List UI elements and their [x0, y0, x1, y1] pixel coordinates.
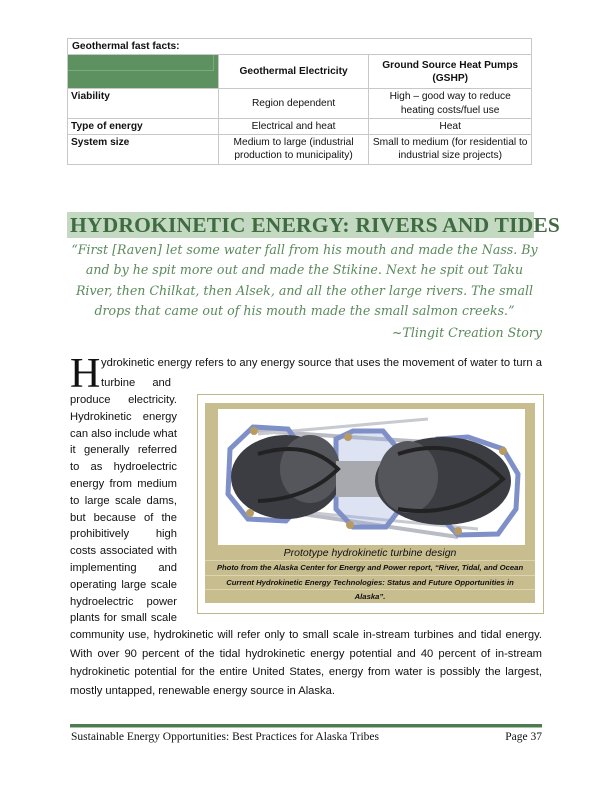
- geothermal-facts-table: [67, 38, 532, 165]
- table-header-row: [68, 55, 532, 89]
- header-gshp: Ground Source Heat Pumps (GSHP): [369, 55, 532, 89]
- body-word: and: [152, 377, 171, 389]
- body-line-1: ydrokinetic energy refers to any energy source that uses the movement of water to turn a: [101, 357, 542, 369]
- header-geothermal-electricity: Geothermal Electricity: [218, 55, 369, 89]
- cell-gshp: High – good way to reduce heating costs/fuel use: [369, 89, 532, 119]
- section-heading: [67, 212, 561, 238]
- body-line: produce electricity.: [70, 394, 177, 406]
- drop-cap: H: [70, 351, 101, 397]
- table-row: [68, 89, 532, 119]
- body-line: prohibitively high: [70, 528, 177, 541]
- figure-panel: [205, 403, 535, 603]
- section-heading-text: HYDROKINETIC ENERGY: RIVERS AND TIDES: [70, 213, 561, 237]
- turbine-image: [218, 409, 525, 545]
- caption-line: Current Hydrokinetic Energy Technologies: Status and Future Opportunities in: [205, 576, 535, 591]
- caption-credit: [205, 561, 535, 604]
- cell-gshp: Heat: [369, 118, 532, 134]
- body-line: hydroelectric power: [70, 595, 177, 608]
- body-line: to as hydroelectric: [70, 461, 177, 474]
- epigraph-quote: “First [Raven] let some water fall from his mouth and made the Nass. By and by he spit more out and made the Stikine. Next he spit out Taku River, then Chilkat, then Alsek, and all the other large rivers. The small drops that came out of his mouth made the small salmon creeks.”: [71, 242, 538, 318]
- cell-electricity: Region dependent: [218, 89, 369, 119]
- body-line: to large scale dams,: [70, 494, 177, 507]
- body-line: implementing and: [70, 561, 177, 574]
- body-line-2: [101, 376, 171, 390]
- body-line: energy from medium: [70, 477, 177, 490]
- figure-caption: [205, 546, 535, 604]
- caption-line: Alaska”.: [354, 592, 386, 601]
- body-line: costs associated with: [70, 545, 177, 558]
- body-line: it generally referred: [70, 444, 177, 457]
- table-row: [68, 118, 532, 134]
- row-label: Viability: [68, 89, 219, 119]
- body-line: but because of the: [70, 511, 177, 524]
- body-line: can also include what: [70, 427, 177, 440]
- caption-line: Photo from the Alaska Center for Energy and Power report, “River, Tidal, and Ocean: [205, 561, 535, 576]
- row-label: System size: [68, 135, 219, 165]
- caption-title: Prototype hydrokinetic turbine design: [205, 546, 535, 561]
- body-line: plants for small scale: [70, 612, 177, 625]
- figure-frame: [197, 394, 544, 614]
- body-line: operating large scale: [70, 578, 177, 591]
- cell-gshp: Small to medium (for residential to industrial size projects): [369, 135, 532, 165]
- body-word: turbine: [101, 377, 136, 389]
- footer-title: Sustainable Energy Opportunities: Best Practices for Alaska Tribes: [71, 731, 380, 743]
- footer-divider: [70, 724, 542, 728]
- header-blank-cell: [68, 55, 219, 89]
- body-line: mostly untapped, renewable energy source in Alaska.: [70, 685, 335, 698]
- body-line: hydrokinetic potential for the entire United States, energy from water is possibly the largest,: [70, 666, 542, 679]
- body-paragraph-continued: [70, 626, 542, 701]
- cell-electricity: Medium to large (industrial production to municipality): [218, 135, 369, 165]
- table-title: Geothermal fast facts:: [68, 39, 532, 55]
- page-number: Page 37: [505, 731, 542, 743]
- quote-attribution: ~Tlingit Creation Story: [391, 325, 542, 340]
- table-row: [68, 135, 532, 165]
- turbine-illustration-icon: [218, 409, 525, 545]
- body-line: With over 90 percent of the tidal hydrokinetic energy potential and 40 percent of in-stream: [70, 647, 542, 660]
- wrapped-text-column: [70, 392, 177, 627]
- body-line: Hydrokinetic energy: [70, 410, 177, 423]
- body-line: community use, hydrokinetic will refer only to small scale in-stream turbines and tidal energy.: [70, 629, 542, 641]
- row-label: Type of energy: [68, 118, 219, 134]
- cell-electricity: Electrical and heat: [218, 118, 369, 134]
